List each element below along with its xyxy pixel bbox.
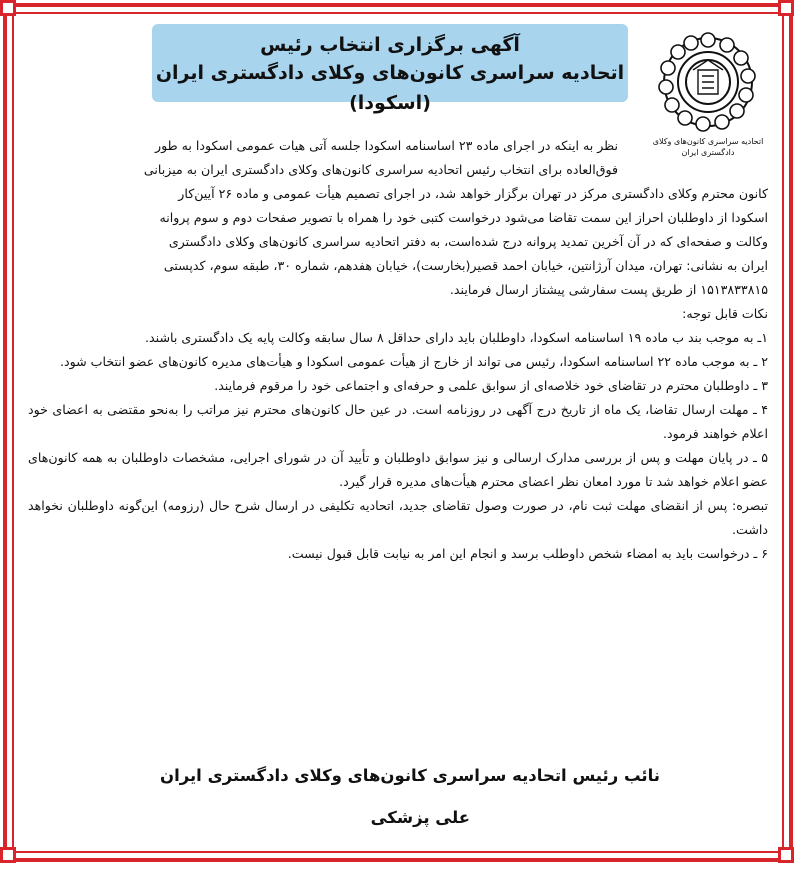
- notes-heading: نکات قابل توجه:: [682, 306, 768, 321]
- corner-ornament: [0, 0, 16, 16]
- intro-line: کانون محترم وکلای دادگستری مرکز در تهران برگزار خواهد شد، در اجرای تصمیم هیأت عمومی و ماده ۲۶ آیین‌کار: [178, 186, 768, 201]
- intro-line: ۱۵۱۳۸۳۳۸۱۵ از طریق پست سفارشی پیشتاز ارسال فرمایند.: [449, 282, 768, 297]
- note-item: ۶ ـ درخواست باید به امضاء شخص داوطلب برسد و انجام این امر به نیابت قابل قبول نیست.: [287, 546, 768, 561]
- signatory-name: علی پزشکی: [370, 808, 470, 827]
- note-item: ۵ ـ در پایان مهلت و پس از بررسی مدارک ارسالی و نیز سوابق داوطلبان و تأیید آن در شورای اجرایی، مشخصات داوطلبان به همه کانون‌های عضو اعلام خواهد شد تا مورد امعان نظر اعضای محترم هیأت‌های مدیره قرار گیرد.: [28, 450, 768, 489]
- title-line-2: اتحادیه سراسری کانون‌های وکلای دادگستری ایران (اسکودا): [155, 62, 625, 114]
- note-item: ۱ـ به موجب بند ب ماده ۱۹ اساسنامه اسکودا، داوطلبان باید دارای حداقل ۸ سال سابقه وکالت پایه یک دادگستری باشند.: [145, 330, 768, 345]
- logo-caption: اتحادیه سراسری کانون‌های وکلای دادگستری ایران: [652, 137, 764, 157]
- signatory-position: نائب رئیس اتحادیه سراسری کانون‌های وکلای دادگستری ایران: [159, 766, 660, 785]
- intro-paragraph: [28, 134, 768, 302]
- bar-association-seal-icon: [653, 30, 763, 134]
- note-item: ۲ ـ به موجب ماده ۲۲ اساسنامه اسکودا، رئیس می تواند از خارج از هیأت عمومی اسکودا و هیأت‌های مدیره کانون‌های عضو انتخاب شود.: [60, 354, 768, 369]
- corner-ornament: [778, 847, 794, 863]
- note-item: ۳ ـ داوطلبان محترم در تقاضای خود خلاصه‌ای از سوابق علمی و حرفه‌ای و اجتماعی خود را مرقوم فرمایند.: [214, 378, 768, 393]
- intro-line: فوق‌العاده برای انتخاب رئیس اتحادیه سراسری کانون‌های وکلای دادگستری ایران به میزبانی: [143, 162, 618, 177]
- intro-line: وکالت و صفحه‌ای که در آن آخرین تمدید پروانه درج شده‌است، به دفتر اتحادیه سراسری کانون‌های وکلای دادگستری: [168, 234, 768, 249]
- intro-line: ایران به نشانی: تهران، میدان آرژانتین، خیابان احمد قصیر(بخارست)، خیابان هفدهم، شماره ۳۰، طبقه سوم، کدپستی: [163, 258, 768, 273]
- note-remark: تبصره: پس از انقضای مهلت ثبت نام، در صورت وصول تقاضای جدید، اتحادیه تکلیفی در ارسال شرح حال (رزومه) این‌گونه داوطلبان نخواهد داشت.: [28, 498, 768, 537]
- note-item: ۴ ـ مهلت ارسال تقاضا، یک ماه از تاریخ درج آگهی در روزنامه است. در عین حال کانون‌های محترم نیز مراتب را به‌نحو مقتضی به اعضای خود اعلام خواهند فرمود.: [28, 402, 768, 441]
- corner-ornament: [0, 847, 16, 863]
- announcement-body: [28, 134, 768, 566]
- intro-line: نظر به اینکه در اجرای ماده ۲۳ اساسنامه اسکودا جلسه آتی هیات عمومی اسکودا به طور: [154, 138, 618, 153]
- intro-line: اسکودا از داوطلبان احراز این سمت تقاضا می‌شود درخواست کتبی خود را همراه با تصویر صفحات دوم و سوم پروانه: [159, 210, 768, 225]
- title-line-1: آگهی برگزاری انتخاب رئیس: [260, 34, 520, 56]
- announcement-title-box: [152, 24, 628, 114]
- corner-ornament: [778, 0, 794, 16]
